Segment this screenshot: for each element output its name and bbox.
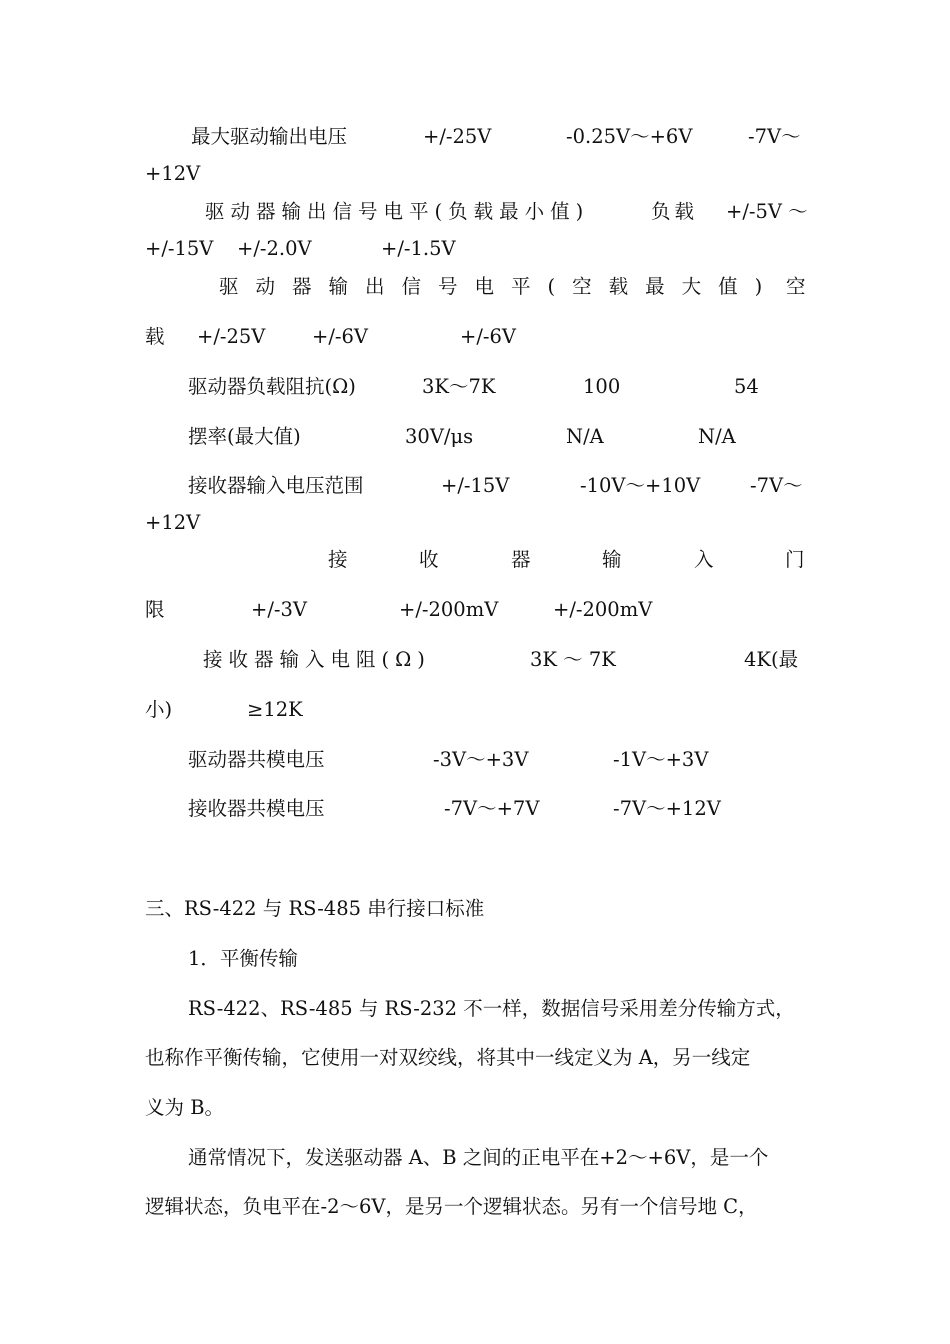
table-cell-label-char: 入 <box>694 548 714 571</box>
table-cell-label: 最大驱动输出电压 <box>191 125 348 148</box>
paragraph-line: 通常情况下，发送驱动器 A、B 之间的正电平在+2～+6V，是一个 <box>188 1146 769 1169</box>
table-cell-continuation: 限 <box>145 598 165 621</box>
table-cell-label: 接收器输入电阻(Ω) <box>203 648 431 671</box>
paragraph-line: 也称作平衡传输，它使用一对双绞线，将其中一线定义为 A，另一线定 <box>145 1046 751 1069</box>
table-cell-value: 54 <box>734 375 759 398</box>
table-cell-value: 100 <box>583 375 621 398</box>
table-cell-label: 驱动器输出信号电平(空载最大值) <box>219 275 780 298</box>
table-cell-continuation: ≥12K <box>247 698 303 721</box>
table-cell-continuation: +/-25V <box>197 325 266 348</box>
table-cell-continuation: +/-3V <box>251 598 307 621</box>
table-cell-continuation: +/-200mV <box>553 598 653 621</box>
table-cell-label: 接收器共模电压 <box>188 797 325 820</box>
table-cell-value: 空 <box>786 275 806 298</box>
table-cell-value: 3K ～ 7K <box>530 648 616 671</box>
table-cell-continuation: 小) <box>145 698 173 721</box>
table-cell-value: -3V～+3V <box>433 748 529 771</box>
table-cell-label-char: 收 <box>419 548 439 571</box>
table-cell-continuation: +/-6V <box>312 325 368 348</box>
table-cell-value: 4K(最 <box>744 648 799 671</box>
table-cell-value: 3K～7K <box>422 375 496 398</box>
table-cell-value: -7V～ <box>750 474 803 497</box>
table-cell-label: 驱动器负载阻抗(Ω) <box>188 375 356 398</box>
table-cell-value: N/A <box>698 425 736 448</box>
table-cell-continuation: +/-15V <box>145 237 214 260</box>
table-cell-label: 摆率(最大值) <box>188 425 301 448</box>
table-cell-value: -0.25V～+6V <box>566 125 693 148</box>
paragraph-line: RS-422、RS-485 与 RS-232 不一样，数据信号采用差分传输方式， <box>188 997 795 1020</box>
table-cell-value: -7V～+12V <box>613 797 721 820</box>
paragraph-line: 义为 B。 <box>145 1096 225 1119</box>
table-cell-continuation: 载 <box>145 325 165 348</box>
table-cell-value: -1V～+3V <box>613 748 709 771</box>
table-cell-value: -10V～+10V <box>580 474 701 497</box>
table-cell-value: +/-15V <box>441 474 510 497</box>
table-cell-label-char: 输 <box>602 548 622 571</box>
table-cell-label: 接收器输入电压范围 <box>188 474 364 497</box>
table-cell-continuation: +/-1.5V <box>381 237 456 260</box>
table-cell-continuation: +/-6V <box>460 325 516 348</box>
subsection-heading: 1．平衡传输 <box>188 947 298 970</box>
table-cell-value: -7V～+7V <box>444 797 540 820</box>
table-cell-label: 驱动器输出信号电平(负载最小值) <box>205 200 590 223</box>
table-cell-value: +/-25V <box>423 125 492 148</box>
table-cell-continuation: +/-2.0V <box>237 237 312 260</box>
table-cell-label: 驱动器共模电压 <box>188 748 325 771</box>
table-cell-label-char: 接 <box>328 548 348 571</box>
table-cell-value: -7V～ <box>748 125 801 148</box>
table-cell-continuation: +12V <box>145 162 201 185</box>
paragraph-line: 逻辑状态，负电平在-2～6V，是另一个逻辑状态。另有一个信号地 C， <box>145 1195 758 1218</box>
table-cell-label-char: 门 <box>785 548 805 571</box>
table-cell-value: 30V/μs <box>405 425 474 448</box>
table-cell-value: +/-5V ～ <box>726 200 808 223</box>
table-cell-value: N/A <box>566 425 604 448</box>
table-cell-continuation: +/-200mV <box>399 598 499 621</box>
section-heading: 三、RS-422 与 RS-485 串行接口标准 <box>145 897 485 920</box>
table-cell-continuation: +12V <box>145 511 201 534</box>
table-cell-label-char: 器 <box>511 548 531 571</box>
table-cell-value: 负载 <box>651 200 699 223</box>
